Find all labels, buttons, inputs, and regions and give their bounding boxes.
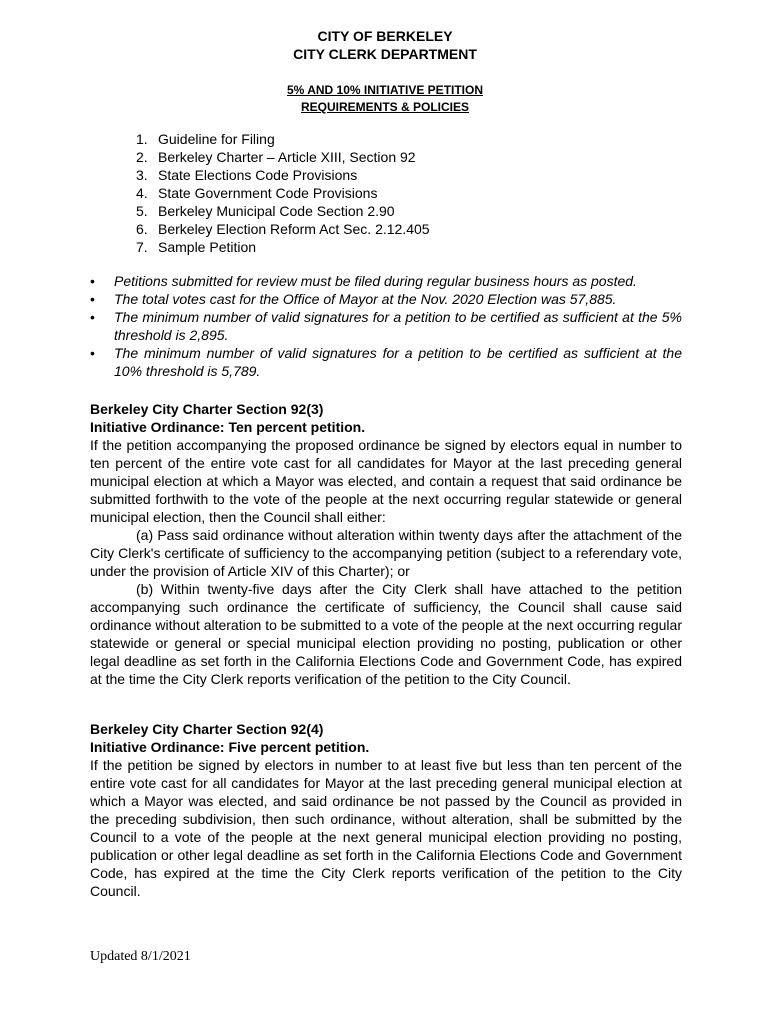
bullet-item <box>90 290 682 308</box>
section-item-b: (b) Within twenty-five days after the City Clerk shall have attached to the petition accompanying such ordinance the certificate of sufficiency, the Council shall cause said ordinance without alteration to be submitted to a vote of the people at the next occurring regular statewide or general or special municipal election providing no posting, publication or other legal deadline as set forth in the California Elections Code and Government Code, has expired at the time the City Clerk reports verification of the petition to the City Council. <box>90 581 682 687</box>
bullet-dot-icon: • <box>90 273 95 289</box>
contents-item-text: Berkeley Election Reform Act Sec. 2.12.405 <box>158 221 430 237</box>
contents-item-text: State Elections Code Provisions <box>158 167 358 183</box>
contents-item-number: 7. <box>136 239 148 255</box>
contents-item-text: Berkeley Charter – Article XIII, Section 92 <box>158 149 416 165</box>
section-title: Berkeley City Charter Section 92(3) <box>90 401 324 417</box>
updated-date: Updated 8/1/2021 <box>90 949 191 964</box>
contents-item-number: 5. <box>136 203 148 219</box>
contents-item-text: Guideline for Filing <box>158 131 275 147</box>
section-body: If the petition be signed by electors in number to at least five but less than ten percent of the entire vote cast for all candidates for Mayor at the last preceding general municipal election at which a Mayor was elected, and said ordinance be not passed by the Council as provided in the preceding subdivision, then such ordinance, without alteration, shall be submitted by the Council to a vote of the people at the next general municipal election providing no posting, publication or other legal deadline as set forth in the California Elections Code and Government Code, has expired at the time the City Clerk reports verification of the petition to the City Council. <box>90 757 682 899</box>
section-subtitle: Initiative Ordinance: Ten percent petition. <box>90 419 366 435</box>
charter-section-92-3 <box>90 400 682 688</box>
contents-item-number: 4. <box>136 185 148 201</box>
bullet-text: The total votes cast for the Office of Mayor at the Nov. 2020 Election was 57,885. <box>114 291 617 307</box>
contents-item <box>136 130 430 148</box>
section-item-a: (a) Pass said ordinance without alteration within twenty days after the attachment of the City Clerk's certificate of sufficiency to the accompanying petition (subject to a referendary vote, under the provision of Article XIV of this Charter); or <box>90 527 682 579</box>
section-subtitle: Initiative Ordinance: Five percent petition. <box>90 739 370 755</box>
policy-bullets <box>90 272 682 380</box>
document-header <box>0 27 770 63</box>
bullet-dot-icon: • <box>90 345 95 361</box>
contents-list <box>136 130 430 256</box>
contents-item <box>136 184 430 202</box>
contents-item-text: Sample Petition <box>158 239 257 255</box>
section-title: Berkeley City Charter Section 92(4) <box>90 721 324 737</box>
bullet-text: The minimum number of valid signatures for a petition to be certified as sufficient at the 5% threshold is 2,895. <box>114 309 682 343</box>
contents-item-number: 3. <box>136 167 148 183</box>
subheader-line-2: REQUIREMENTS & POLICIES <box>300 100 470 114</box>
contents-item-number: 2. <box>136 149 148 165</box>
section-body: If the petition accompanying the proposed ordinance be signed by electors equal in number to ten percent of the entire vote cast for all candidates for Mayor at the last preceding general municipal election at which a Mayor was elected, and contain a request that said ordinance be submitted forthwith to the vote of the people at the next occurring regular statewide or general municipal election, then the Council shall either: <box>90 437 682 525</box>
contents-item <box>136 238 430 256</box>
charter-section-92-4 <box>90 720 682 900</box>
contents-item <box>136 148 430 166</box>
bullet-dot-icon: • <box>90 291 95 307</box>
contents-item-number: 6. <box>136 221 148 237</box>
bullet-text: The minimum number of valid signatures for a petition to be certified as sufficient at the 10% threshold is 5,789. <box>114 345 682 379</box>
bullet-item <box>90 272 682 290</box>
bullet-text: Petitions submitted for review must be filed during regular business hours as posted. <box>114 273 637 289</box>
subheader-line-1: 5% AND 10% INITIATIVE PETITION <box>286 83 484 97</box>
contents-item <box>136 202 430 220</box>
contents-item-text: State Government Code Provisions <box>158 185 378 201</box>
contents-item <box>136 220 430 238</box>
bullet-item <box>90 344 682 380</box>
header-city: CITY OF BERKELEY <box>317 28 453 44</box>
contents-item-text: Berkeley Municipal Code Section 2.90 <box>158 203 395 219</box>
contents-item <box>136 166 430 184</box>
bullet-item <box>90 308 682 344</box>
header-department: CITY CLERK DEPARTMENT <box>293 46 477 62</box>
bullet-dot-icon: • <box>90 309 95 325</box>
contents-item-number: 1. <box>136 131 148 147</box>
document-subheader <box>0 82 770 116</box>
